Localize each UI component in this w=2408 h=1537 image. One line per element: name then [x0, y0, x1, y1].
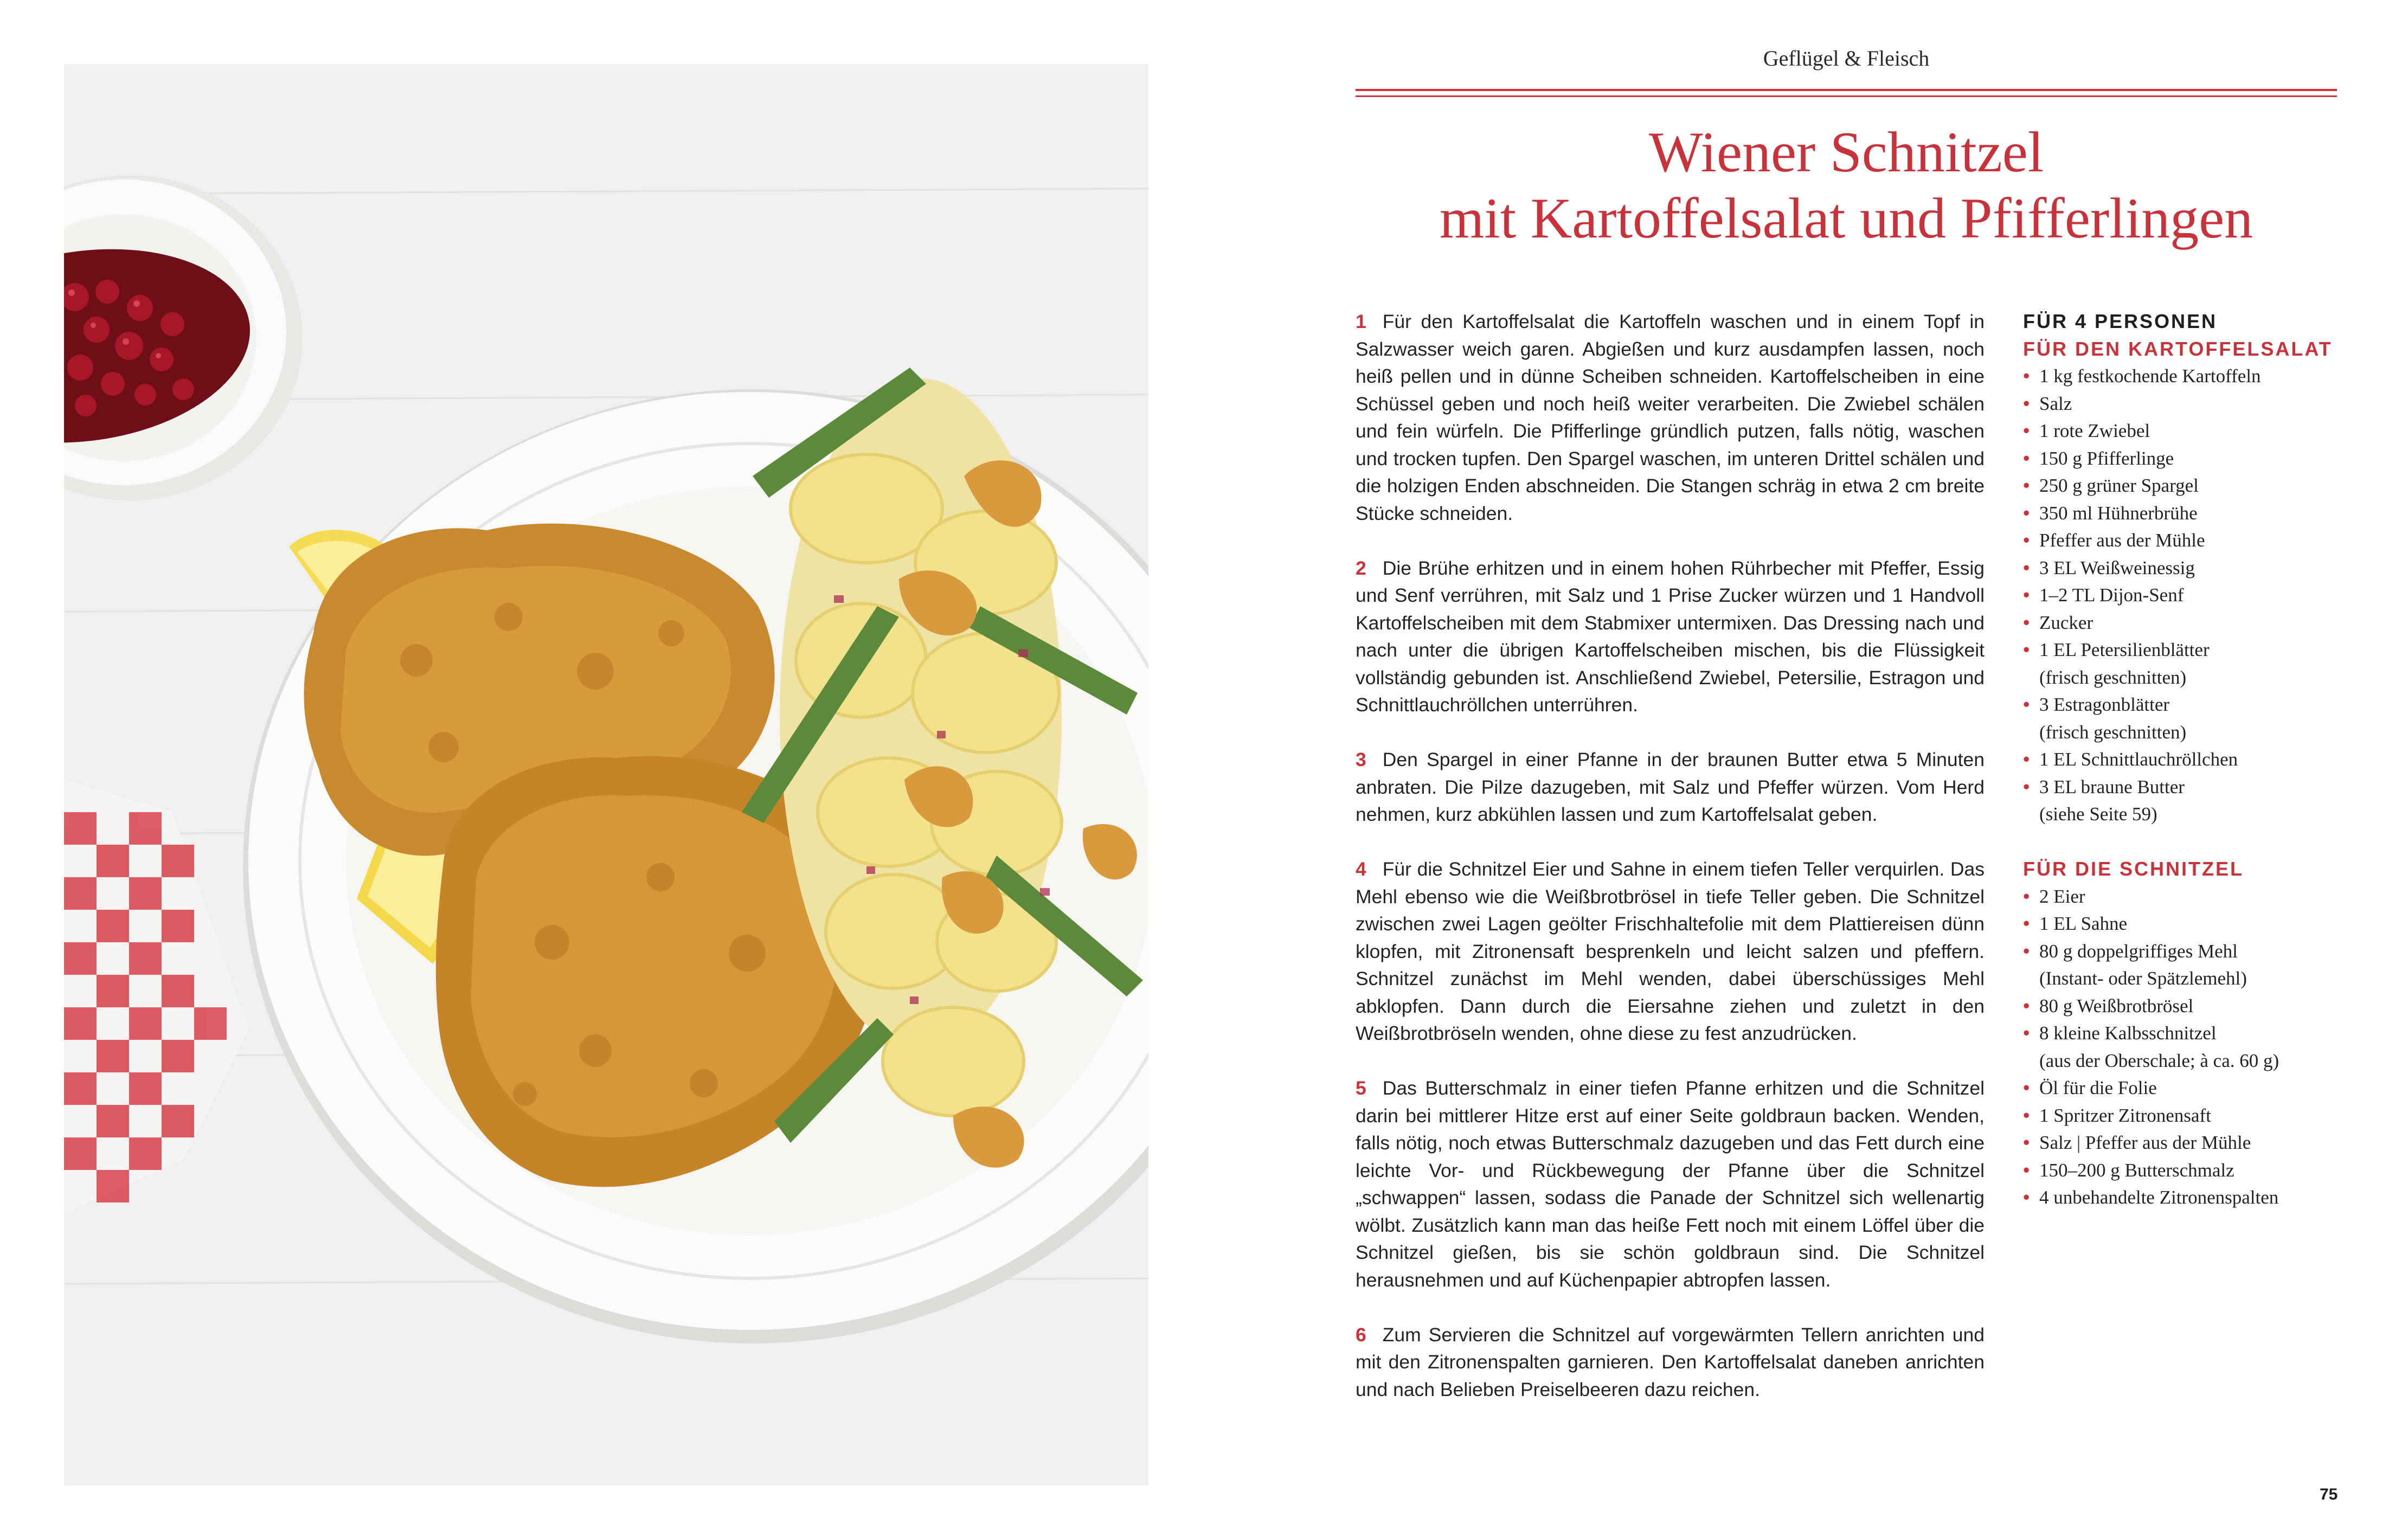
step-4 [1356, 856, 1985, 1047]
step-text: Zum Servieren die Schnitzel auf vorgewärmten Tellern anrichten und mit den Zitronenspalten garnieren. Den Kartoffelsalat daneben anrichten und nach Belieben Preiselbeeren dazu reichen. [1356, 1323, 1985, 1400]
step-1 [1356, 308, 1985, 527]
dish-photo [64, 64, 1148, 1485]
ingredient-list-schnitzel [2023, 883, 2348, 1212]
ingredient-item: • 3 EL braune Butter (siehe Seite 59) [2023, 776, 2185, 825]
step-number: 2 [1356, 557, 1366, 579]
ingredient-item: • 150–200 g Butterschmalz [2023, 1159, 2234, 1181]
ingredient-item: • 3 EL Weißweinessig [2023, 557, 2195, 578]
ingredient-item: • 250 g grüner Spargel [2023, 475, 2199, 496]
step-text: Das Butterschmalz in einer tiefen Pfanne erhitzen und die Schnitzel darin bei mittlerer Hitze erst auf einer Seite goldbraun backen. Wenden, falls nötig, noch etwas Butterschmalz dazugeben und das Fett durch eine leichte Vor- und Rückbewegung der Pfanne über die Schnitzel „schwappen“ lassen, sodass die Panade der Schnitzel sich wellenartig wölbt. Zusätzlich kann man das heiße Fett noch mit einem Löffel über die Schnitzel gießen, bis sie schön goldbraun sind. Die Schnitzel herausnehmen und auf Küchenpapier abtropfen lassen. [1356, 1077, 1985, 1291]
ingredient-item: • 350 ml Hühnerbrühe [2023, 502, 2198, 524]
ingredient-item: • 4 unbehandelte Zitronenspalten [2023, 1187, 2279, 1208]
step-text: Für die Schnitzel Eier und Sahne in einem tiefen Teller verquirlen. Das Mehl ebenso wie die Weißbrotbrösel in tiefe Teller geben. Die Schnitzel zwischen zwei Lagen geölter Frischhaltefolie mit dem Plattiereisen dünn klopfen, mit Zitronensaft besprenkeln und leicht salzen und pfeffern. Schnitzel zunächst im Mehl wenden, dabei überschüssiges Mehl abklopfen. Dann durch die Eiersahne ziehen und zuletzt in den Weißbrotbröseln wenden, ohne diese zu fest anzudrücken. [1356, 858, 1985, 1044]
step-number: 3 [1356, 749, 1366, 770]
ingredient-item: • 1 EL Sahne [2023, 913, 2127, 934]
ingredient-item: • Salz | Pfeffer aus der Mühle [2023, 1132, 2251, 1153]
step-text: Für den Kartoffelsalat die Kartoffeln waschen und in einem Topf in Salzwasser weich garen. Abgießen und kurz ausdampfen lassen, noch heiß pellen und in dünne Scheiben schneiden. Kartoffelscheiben in eine Schüssel geben und noch heiß weiter verarbeiten. Die Zwiebel schälen und fein würfeln. Die Pfifferlinge gründlich putzen, falls nötig, waschen und trocken tupfen. Den Spargel waschen, im unteren Drittel schälen und die holzigen Enden abschneiden. Die Stangen schräg in etwa 2 cm breite Stücke schneiden. [1356, 311, 1985, 524]
ingredient-item: • 1 kg festkochende Kartoffeln [2023, 365, 2261, 387]
step-text: Den Spargel in einer Pfanne in der braunen Butter etwa 5 Minuten anbraten. Die Pilze dazugeben, mit Salz und Pfeffer würzen. Vom Herd nehmen, kurz abkühlen lassen und zum Kartoffelsalat geben. [1356, 749, 1985, 825]
recipe-title-line-1: Wiener Schnitzel [1648, 120, 2044, 184]
ingredient-item: • Salz [2023, 393, 2072, 414]
ingredient-item: • 80 g Weißbrotbrösel [2023, 995, 2194, 1017]
ingredient-item: • 1–2 TL Dijon-Senf [2023, 584, 2184, 606]
step-number: 6 [1356, 1323, 1366, 1346]
group-heading-potato-salad: FÜR DEN KARTOFFELSALAT [2023, 337, 2333, 360]
recipe-title [1356, 119, 2337, 252]
ingredient-item: • 150 g Pfifferlinge [2023, 447, 2174, 469]
header-rule-bottom [1356, 95, 2337, 97]
step-number: 4 [1356, 858, 1366, 880]
group-heading-schnitzel: FÜR DIE SCHNITZEL [2023, 858, 2244, 880]
servings-heading: FÜR 4 PERSONEN [2023, 310, 2218, 332]
ingredient-item: • 80 g doppelgriffiges Mehl (Instant- oder Spätzlemehl) [2023, 940, 2247, 989]
ingredient-list-potato-salad [2023, 363, 2348, 828]
ingredient-item: • 1 EL Schnittlauchröllchen [2023, 749, 2238, 770]
header-rule-top [1356, 89, 2337, 91]
ingredients-column [2023, 308, 2348, 1212]
ingredient-item: • 8 kleine Kalbsschnitzel (aus der Oberschale; à ca. 60 g) [2023, 1022, 2279, 1071]
recipe-title-line-2: mit Kartoffelsalat und Pfifferlingen [1439, 187, 2253, 250]
ingredient-item: • 1 rote Zwiebel [2023, 420, 2150, 441]
step-2 [1356, 555, 1985, 719]
ingredient-item: • 3 Estragonblätter (frisch geschnitten) [2023, 694, 2187, 743]
ingredient-item: • Pfeffer aus der Mühle [2023, 530, 2205, 551]
instruction-steps [1356, 308, 1985, 1431]
page-number: 75 [2320, 1485, 2338, 1503]
step-3 [1356, 746, 1985, 828]
step-6 [1356, 1321, 1985, 1404]
ingredient-item: • 1 Spritzer Zitronensaft [2023, 1104, 2211, 1126]
ingredient-item: • 2 Eier [2023, 885, 2085, 907]
step-number: 1 [1356, 311, 1366, 332]
ingredient-item: • Zucker [2023, 612, 2094, 633]
ingredient-item: • 1 EL Petersilienblätter (frisch geschnitten) [2023, 639, 2210, 688]
step-5 [1356, 1075, 1985, 1294]
step-number: 5 [1356, 1077, 1366, 1099]
step-text: Die Brühe erhitzen und in einem hohen Rührbecher mit Pfeffer, Essig und Senf verrühren, mit Salz und 1 Prise Zucker würzen und 1 Handvoll Kartoffelscheiben mit dem Stabmixer untermixen. Das Dressing nach und nach unter die übrigen Kartoffelscheiben mischen, bis die Flüssigkeit vollständig gebunden ist. Anschließend Zwiebel, Petersilie, Estragon und Schnittlauchröllchen unterrühren. [1356, 557, 1985, 716]
section-header: Geflügel & Fleisch [1763, 46, 1930, 70]
ingredient-item: • Öl für die Folie [2023, 1077, 2157, 1098]
